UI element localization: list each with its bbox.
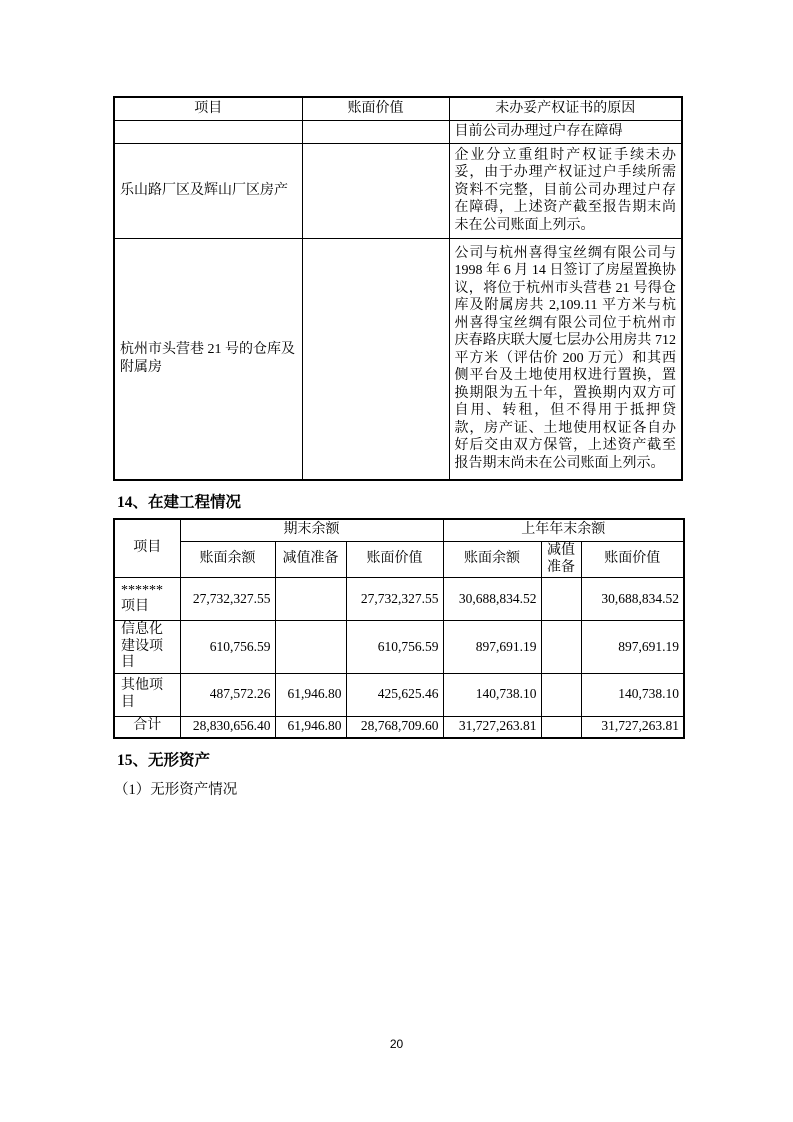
table-row xyxy=(114,621,684,674)
cell-value: 425,625.46 xyxy=(346,673,443,716)
cell-item: 乐山路厂区及辉山厂区房产 xyxy=(114,143,302,238)
cell-value xyxy=(541,716,581,738)
cell-value: 140,738.10 xyxy=(443,673,541,716)
cell-item: 信息化建设项目 xyxy=(114,621,180,674)
cell-value xyxy=(541,578,581,621)
column-header-item: 项目 xyxy=(114,519,180,578)
cell-item: 杭州市头营巷 21 号的仓库及附属房 xyxy=(114,238,302,480)
cell-value: 61,946.80 xyxy=(275,673,346,716)
cell-value: 897,691.19 xyxy=(581,621,684,674)
subheader-book-value: 账面价值 xyxy=(581,542,684,578)
table-header-row xyxy=(114,97,682,121)
subheader-book-balance: 账面余额 xyxy=(443,542,541,578)
page-number: 20 xyxy=(389,1037,404,1051)
cell-value: 30,688,834.52 xyxy=(581,578,684,621)
group-header-closing-balance: 期末余额 xyxy=(180,519,443,542)
cell-value xyxy=(275,578,346,621)
subheader-book-balance: 账面余额 xyxy=(180,542,275,578)
cell-value: 28,768,709.60 xyxy=(346,716,443,738)
table-subheader-row xyxy=(114,542,684,578)
cell-book-value xyxy=(302,143,449,238)
cell-value: 897,691.19 xyxy=(443,621,541,674)
construction-in-progress-table xyxy=(113,518,685,739)
cell-item: ******项目 xyxy=(114,578,180,621)
subheader-impairment: 减值准备 xyxy=(541,542,581,578)
section-14-heading: 14、在建工程情况 xyxy=(117,494,242,511)
table-row xyxy=(114,143,682,238)
section-15-heading: 15、无形资产 xyxy=(117,752,211,769)
cell-reason: 目前公司办理过户存在障碍 xyxy=(449,121,682,144)
cell-book-value xyxy=(302,238,449,480)
table-group-header-row xyxy=(114,519,684,542)
column-header-book-value: 账面价值 xyxy=(302,97,449,121)
cell-value xyxy=(541,673,581,716)
table-row xyxy=(114,121,682,144)
cell-item: 其他项目 xyxy=(114,673,180,716)
cell-value: 31,727,263.81 xyxy=(581,716,684,738)
cell-value: 28,830,656.40 xyxy=(180,716,275,738)
table-row xyxy=(114,578,684,621)
column-header-reason: 未办妥产权证书的原因 xyxy=(449,97,682,121)
cell-value: 31,727,263.81 xyxy=(443,716,541,738)
cell-value: 610,756.59 xyxy=(346,621,443,674)
cell-item xyxy=(114,121,302,144)
property-certificate-table xyxy=(113,96,683,481)
table-total-row xyxy=(114,716,684,738)
subheader-impairment: 减值准备 xyxy=(275,542,346,578)
subheader-book-value: 账面价值 xyxy=(346,542,443,578)
cell-reason: 企业分立重组时产权证手续未办妥，由于办理产权证过户手续所需资料不完整，目前公司办理过户存在障碍，上述资产截至报告期末尚未在公司账面上列示。 xyxy=(449,143,682,238)
cell-value: 61,946.80 xyxy=(275,716,346,738)
column-header-item: 项目 xyxy=(114,97,302,121)
table-row xyxy=(114,673,684,716)
table-row xyxy=(114,238,682,480)
cell-value xyxy=(541,621,581,674)
group-header-prior-year-balance: 上年年末余额 xyxy=(443,519,684,542)
cell-value: 27,732,327.55 xyxy=(180,578,275,621)
cell-value: 487,572.26 xyxy=(180,673,275,716)
cell-value: 27,732,327.55 xyxy=(346,578,443,621)
cell-reason: 公司与杭州喜得宝丝绸有限公司与 1998 年 6 月 14 日签订了房屋置换协议，将位于杭州市头营巷 21 号得仓库及附属房共 2,109.11 平方米与杭州喜得宝丝绸有限公司位于杭州市庆春路庆联大厦七层办公用房共 712 平方米（评估价 200 万元）和其西侧平台及土地使用权进行置换，置换期限为五十年，置换期内双方可自用、转租，但不得用于抵押贷款，房产证、土地使用权证各自办好后交由双方保管，上述资产截至报告期末尚未在公司账面上列示。 xyxy=(449,238,682,480)
cell-value: 140,738.10 xyxy=(581,673,684,716)
cell-value: 610,756.59 xyxy=(180,621,275,674)
cell-total-label: 合计 xyxy=(114,716,180,738)
cell-value: 30,688,834.52 xyxy=(443,578,541,621)
section-15-subheading: （1）无形资产情况 xyxy=(114,782,238,798)
cell-book-value xyxy=(302,121,449,144)
cell-value xyxy=(275,621,346,674)
